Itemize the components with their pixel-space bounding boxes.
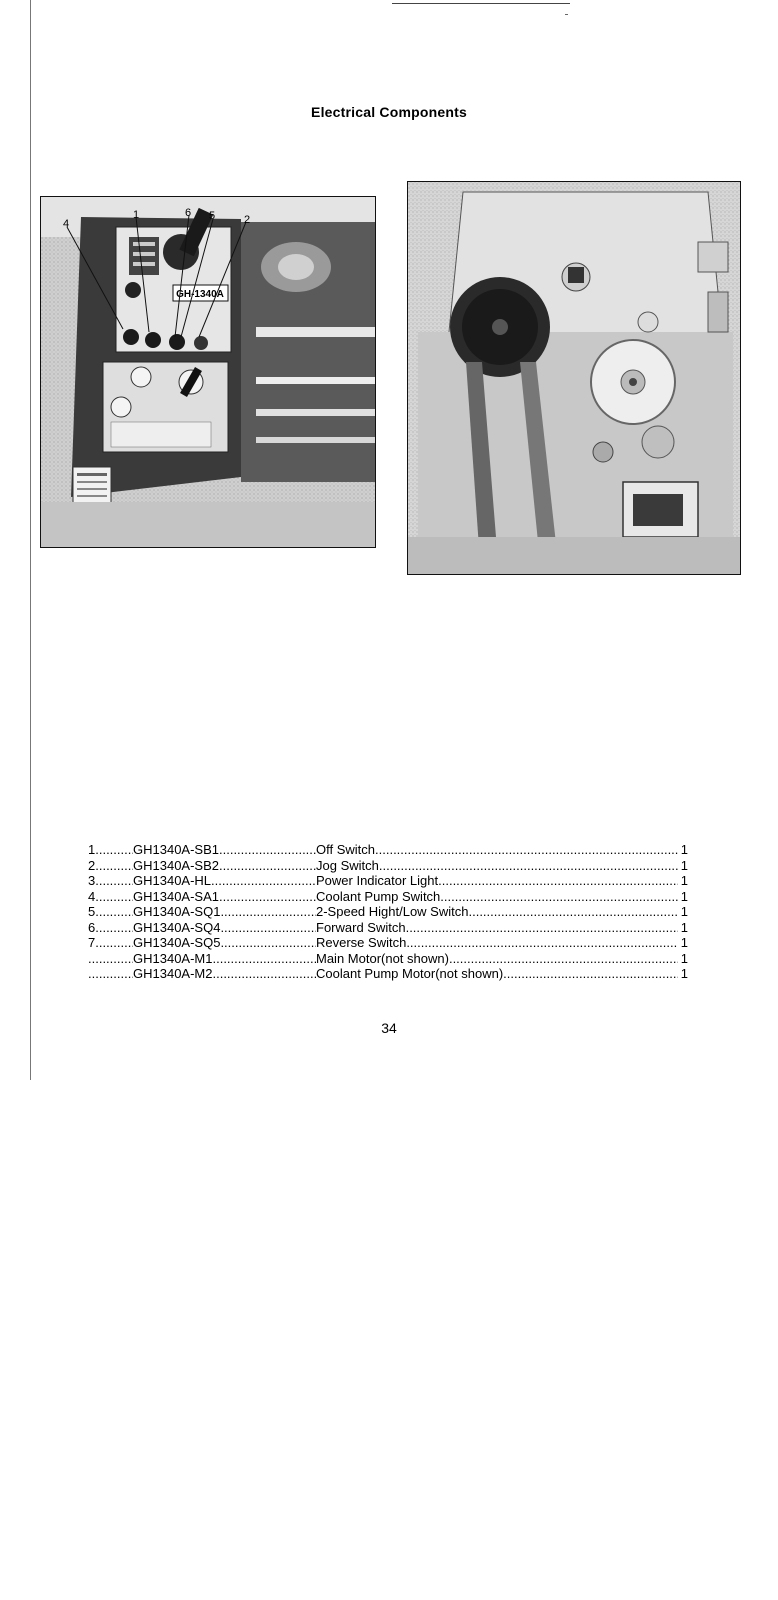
part-code: GH1340A-SQ4 .....	[133, 920, 316, 936]
part-code: GH1340A-SB1 .....	[133, 842, 316, 858]
top-rule	[392, 3, 570, 4]
part-number	[88, 966, 133, 982]
part-number: 7 .....	[88, 935, 133, 951]
part-quantity: 1	[680, 888, 688, 904]
part-code: GH1340A-SA1 .....	[133, 889, 316, 905]
part-quantity: 1	[680, 966, 688, 981]
part-quantity: 1	[680, 842, 688, 857]
part-description: Power Indicator Light .....	[316, 873, 678, 889]
list-item	[88, 904, 688, 920]
part-quantity: 1	[680, 935, 688, 950]
part-description: Forward Switch .....	[316, 920, 678, 936]
control-panel-photo	[40, 196, 376, 548]
part-code: GH1340A-SQ5 .....	[133, 935, 316, 951]
part-code: GH1340A-M1 .....	[133, 951, 316, 967]
part-quantity: 1	[680, 904, 688, 919]
list-item	[88, 951, 688, 967]
part-code: GH1340A-M2 .....	[133, 966, 316, 982]
callout-6: 6	[185, 207, 192, 219]
callout-4: 4	[63, 218, 70, 230]
part-number: 5 .....	[88, 904, 133, 920]
list-item	[88, 966, 688, 982]
list-item	[88, 889, 688, 905]
part-description: Coolant Pump Switch .....	[316, 889, 678, 905]
machine-model-label: GH-1340A	[176, 289, 224, 300]
list-item	[88, 935, 688, 951]
callout-5: 5	[209, 210, 216, 222]
part-code: GH1340A-SQ1 .....	[133, 904, 316, 920]
part-description: Reverse Switch .....	[316, 935, 678, 951]
list-item	[88, 873, 688, 889]
callout-2: 2	[244, 214, 251, 226]
part-number: 4 .....	[88, 889, 133, 905]
part-number: 6 .....	[88, 920, 133, 936]
part-number: 2 .....	[88, 858, 133, 874]
list-item	[88, 920, 688, 936]
part-number	[88, 951, 133, 967]
part-description: Coolant Pump Motor(not shown) .....	[316, 966, 678, 982]
scan-speck	[565, 14, 568, 15]
parts-list	[88, 842, 688, 982]
pulley-end-photo	[407, 181, 741, 575]
part-description: Off Switch .....	[316, 842, 678, 858]
part-description: Main Motor(not shown) .....	[316, 951, 678, 967]
list-item	[88, 858, 688, 874]
part-description: 2-Speed Hight/Low Switch .....	[316, 904, 678, 920]
part-number: 3 .....	[88, 873, 133, 889]
part-quantity: 1	[680, 919, 688, 935]
left-margin-rule	[30, 0, 31, 1080]
part-quantity: 1	[680, 873, 688, 888]
list-item	[88, 842, 688, 858]
part-quantity: 1	[680, 950, 688, 966]
part-quantity: 1	[680, 857, 688, 873]
part-description: Jog Switch .....	[316, 858, 678, 874]
part-number: 1 .....	[88, 842, 133, 858]
callout-1: 1	[133, 209, 140, 221]
page-number: 34	[381, 1020, 397, 1036]
part-code: GH1340A-SB2 .....	[133, 858, 316, 874]
part-code: GH1340A-HL .....	[133, 873, 316, 889]
page-title: Electrical Components	[311, 104, 467, 120]
